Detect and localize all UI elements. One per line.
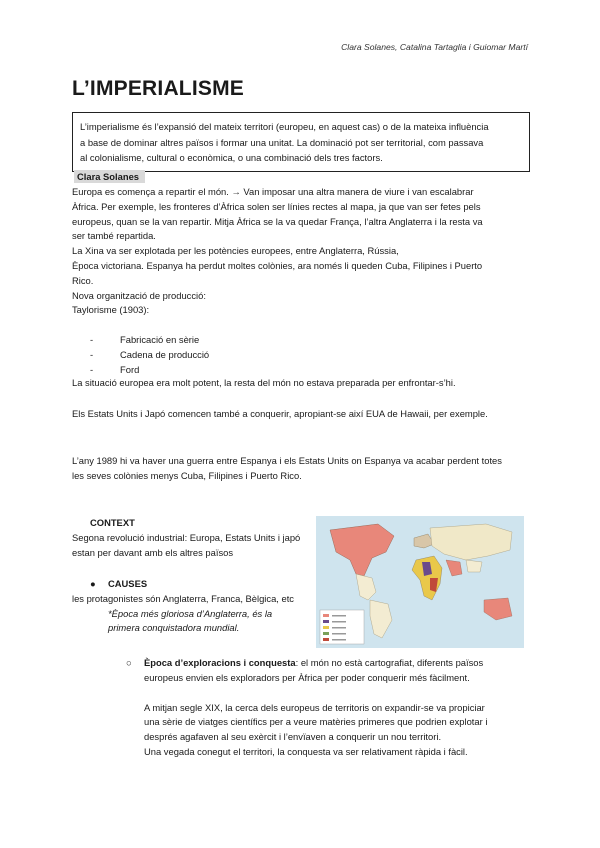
page-title: L’IMPERIALISME [72,77,244,100]
intro-line: europeus, quan se la van repartir. Mitja Àfrica se la va quedar França, l’altra Anglaterra i la resta va [72,215,483,227]
context-paragraph [72,531,312,561]
causes-note: primera conquistadora mundial. [108,622,240,634]
intro-line: Europa es comença a repartir el món. → Van imposar una altra manera de viure i van escalabrar [72,186,474,197]
list-item: - Cadena de producció [90,349,210,360]
exploration-line: una sèrie de viatges científics per a veure matèries primeres que podrien explotar i [144,716,488,728]
intro-line: Taylorisme (1903): [72,304,150,316]
causes-heading: CAUSES [108,578,148,589]
exploration-line: Una vegada conegut el territori, la conquesta va ser relativament ràpida i fàcil. [144,745,468,757]
production-list [90,333,209,378]
usa-japan-text: Els Estats Units i Japó comencen també a conquerir, apropiant-se així EUA de Hawaii, per exemple. [72,408,488,419]
exploration-line: Època d’exploracions i conquesta: el món no està cartografiat, diferents països [144,657,484,668]
war-paragraph [72,454,532,484]
context-line: Segona revolució industrial: Europa, Estats Units i japó [72,532,301,543]
hollow-bullet-icon: ○ [126,657,132,668]
definition-line: al colonialisme, cultural o econòmica, o una combinació dels tres factors. [80,152,383,164]
war-line: les seves colònies menys Cuba, Filipines i Puerto Rico. [72,469,302,481]
causes-heading-row [72,577,312,592]
causes-section [72,577,312,636]
world-map-image [316,516,524,648]
exploration-line: europeus envien els exploradors per Àfrica per poder conquerir més fàcilment. [144,671,470,683]
exploration-line: després agafaven al seu exèrcit i l’envïaven a conquerir un nou territori. [144,731,442,743]
war-line: L’any 1989 hi va haver una guerra entre Espanya i els Estats Units on Espanya va acabar perdent totes [72,455,502,466]
exploration-line: A mitjan segle XIX, la cerca dels europeus de territoris on expandir-se va propiciar [144,701,485,713]
causes-line: les protagonistes són Anglaterra, Franca, Bèlgica, etc [72,592,294,604]
intro-line: Rico. [72,274,94,286]
page-header-authors: Clara Solanes, Catalina Tartaglia i Guiomar Martí [341,42,528,52]
definition-line: a base de dominar altres països i formar una unitat. La dominació pot ser territorial, com passava [80,136,484,148]
colonial-world-map [316,516,524,648]
causes-note: *Època més gloriosa d’Anglaterra, és la [108,607,273,619]
definition-line: L’imperialisme és l’expansió del mateix territori (europeu, en aquest cas) o de la mateixa influència [80,121,489,132]
list-item: - Ford [90,364,140,375]
definition-box [72,112,530,172]
context-heading: CONTEXT [90,517,135,528]
context-line: estan per davant amb els altres països [72,546,234,558]
author-tag: Clara Solanes [74,170,145,183]
intro-line: ser també repartida. [72,230,156,242]
intro-line: Àfrica. Per exemple, les fronteres d’Àfrica solen ser línies rectes al mapa, ja que van ser fetes pels [72,200,481,212]
intro-line: La Xina va ser explotada per les potències europees, entre Anglaterra, Rússia, [72,245,399,257]
intro-line: Època victoriana. Espanya ha perdut moltes colònies, ara només li queden Cuba, Filipines i Puerto [72,259,483,271]
exploration-heading: Època d’exploracions i conquesta [144,657,296,668]
after-list-text: La situació europea era molt potent, la resta del món no estava preparada per enfrontar-s’hi. [72,377,456,388]
intro-line: Nova organització de producció: [72,289,206,301]
exploration-section [126,656,534,760]
list-item: - Fabricació en sèrie [90,334,200,345]
bullet-icon: ● [90,578,96,589]
intro-paragraph [72,185,532,318]
